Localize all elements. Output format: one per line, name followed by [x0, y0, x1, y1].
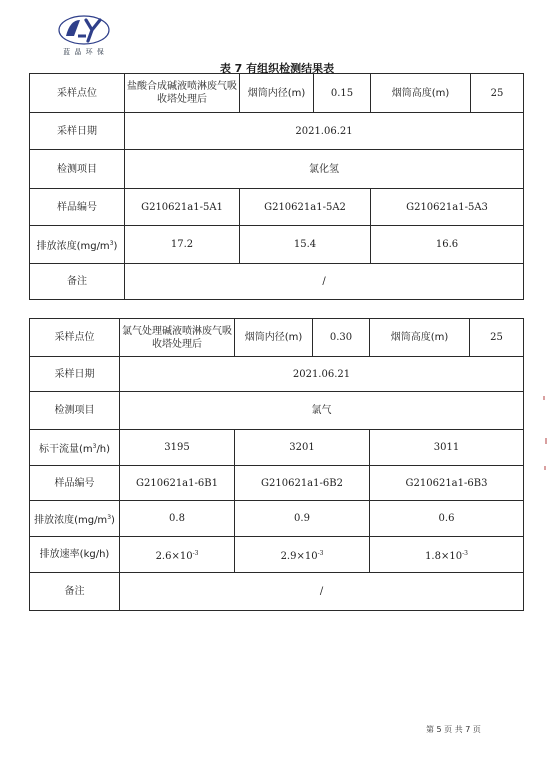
flow-label-sup: 3 — [92, 442, 97, 450]
table-row — [30, 319, 524, 357]
test-item-label: 检测项目 — [30, 392, 120, 430]
table-row — [30, 573, 524, 611]
flow-1: 3195 — [120, 430, 235, 466]
table-row — [30, 74, 524, 113]
results-table-hcl — [29, 73, 524, 300]
emission-rate-2-base: 2.9×10 — [280, 550, 318, 562]
emission-rate-3-base: 1.8×10 — [425, 550, 463, 562]
chimney-diameter-label: 烟筒内径(m) — [235, 319, 313, 357]
sampling-date-label: 采样日期 — [30, 113, 125, 150]
emission-conc-label — [30, 501, 120, 537]
table-row — [30, 392, 524, 430]
emission-conc-label-close: ) — [111, 514, 115, 526]
chimney-height-label: 烟筒高度(m) — [371, 74, 471, 113]
chimney-height-value: 25 — [470, 319, 524, 357]
sample-no-3: G210621a1-6B3 — [370, 466, 524, 501]
chimney-diameter-value: 0.30 — [313, 319, 370, 357]
table-row — [30, 466, 524, 501]
sample-no-label: 样品编号 — [30, 466, 120, 501]
table-row — [30, 357, 524, 392]
remarks-value: / — [125, 264, 524, 300]
sample-no-3: G210621a1-5A3 — [371, 189, 524, 226]
test-item-value: 氯气 — [120, 392, 524, 430]
sampling-point-value: 盐酸合成碱液喷淋废气吸收塔处理后 — [125, 74, 240, 113]
emission-rate-label: 排放速率(kg/h) — [30, 537, 120, 573]
logo-ly-mark — [58, 14, 110, 46]
emission-conc-1: 17.2 — [125, 226, 240, 264]
emission-conc-1: 0.8 — [120, 501, 235, 537]
emission-rate-3-exp: -3 — [462, 549, 468, 557]
test-item-label: 检测项目 — [30, 150, 125, 189]
flow-label — [30, 430, 120, 466]
table-row — [30, 430, 524, 466]
sample-no-2: G210621a1-5A2 — [240, 189, 371, 226]
emission-conc-label-text: 排放浓度(mg/m — [36, 240, 110, 252]
page-number: 第 5 页 共 7 页 — [426, 725, 481, 734]
emission-rate-1-base: 2.6×10 — [155, 550, 193, 562]
flow-3: 3011 — [370, 430, 524, 466]
flow-2: 3201 — [235, 430, 370, 466]
sampling-date-label: 采样日期 — [30, 357, 120, 392]
table-row — [30, 150, 524, 189]
emission-conc-2: 15.4 — [240, 226, 371, 264]
scan-artifact — [545, 438, 547, 444]
emission-conc-label — [30, 226, 125, 264]
flow-label-text: 标干流量(m — [38, 443, 93, 455]
sampling-point-label: 采样点位 — [30, 74, 125, 113]
emission-rate-2-exp: -3 — [317, 549, 324, 557]
sampling-date-value: 2021.06.21 — [120, 357, 524, 392]
sample-no-1: G210621a1-6B1 — [120, 466, 235, 501]
scan-artifact — [544, 466, 546, 470]
emission-rate-1 — [120, 537, 235, 573]
remarks-label: 备注 — [30, 573, 120, 611]
remarks-value: / — [120, 573, 524, 611]
emission-conc-label-sup: 3 — [107, 513, 112, 521]
sampling-point-label: 采样点位 — [30, 319, 120, 357]
sampling-date-value: 2021.06.21 — [125, 113, 524, 150]
sampling-point-value: 氯气处理碱液喷淋废气吸收塔处理后 — [120, 319, 235, 357]
table-row — [30, 226, 524, 264]
emission-conc-2: 0.9 — [235, 501, 370, 537]
chimney-height-value: 25 — [471, 74, 524, 113]
sample-no-label: 样品编号 — [30, 189, 125, 226]
chimney-diameter-value: 0.15 — [314, 74, 371, 113]
chimney-height-label: 烟筒高度(m) — [370, 319, 470, 357]
sample-no-2: G210621a1-6B2 — [235, 466, 370, 501]
results-table-chlorine — [29, 318, 524, 611]
table-row — [30, 501, 524, 537]
sample-no-1: G210621a1-5A1 — [125, 189, 240, 226]
table-row — [30, 189, 524, 226]
emission-conc-3: 16.6 — [371, 226, 524, 264]
emission-rate-2 — [235, 537, 370, 573]
emission-conc-label-sup: 3 — [109, 239, 114, 247]
emission-rate-1-exp: -3 — [192, 549, 199, 557]
company-logo — [56, 14, 112, 58]
scan-artifact — [543, 396, 545, 400]
test-item-value: 氯化氢 — [125, 150, 524, 189]
table-row — [30, 264, 524, 300]
emission-conc-label-close: ) — [113, 240, 118, 252]
chimney-diameter-label: 烟筒内径(m) — [240, 74, 314, 113]
emission-conc-label-text: 排放浓度(mg/m — [34, 514, 108, 526]
remarks-label: 备注 — [30, 264, 125, 300]
emission-conc-3: 0.6 — [370, 501, 524, 537]
logo-subtitle: 蓝 晶 环 保 — [63, 48, 105, 56]
table-row — [30, 113, 524, 150]
flow-label-close: /h) — [96, 443, 111, 455]
table-row — [30, 537, 524, 573]
emission-rate-3 — [370, 537, 524, 573]
table-title: 表 7 有组织检测结果表 — [219, 62, 335, 75]
